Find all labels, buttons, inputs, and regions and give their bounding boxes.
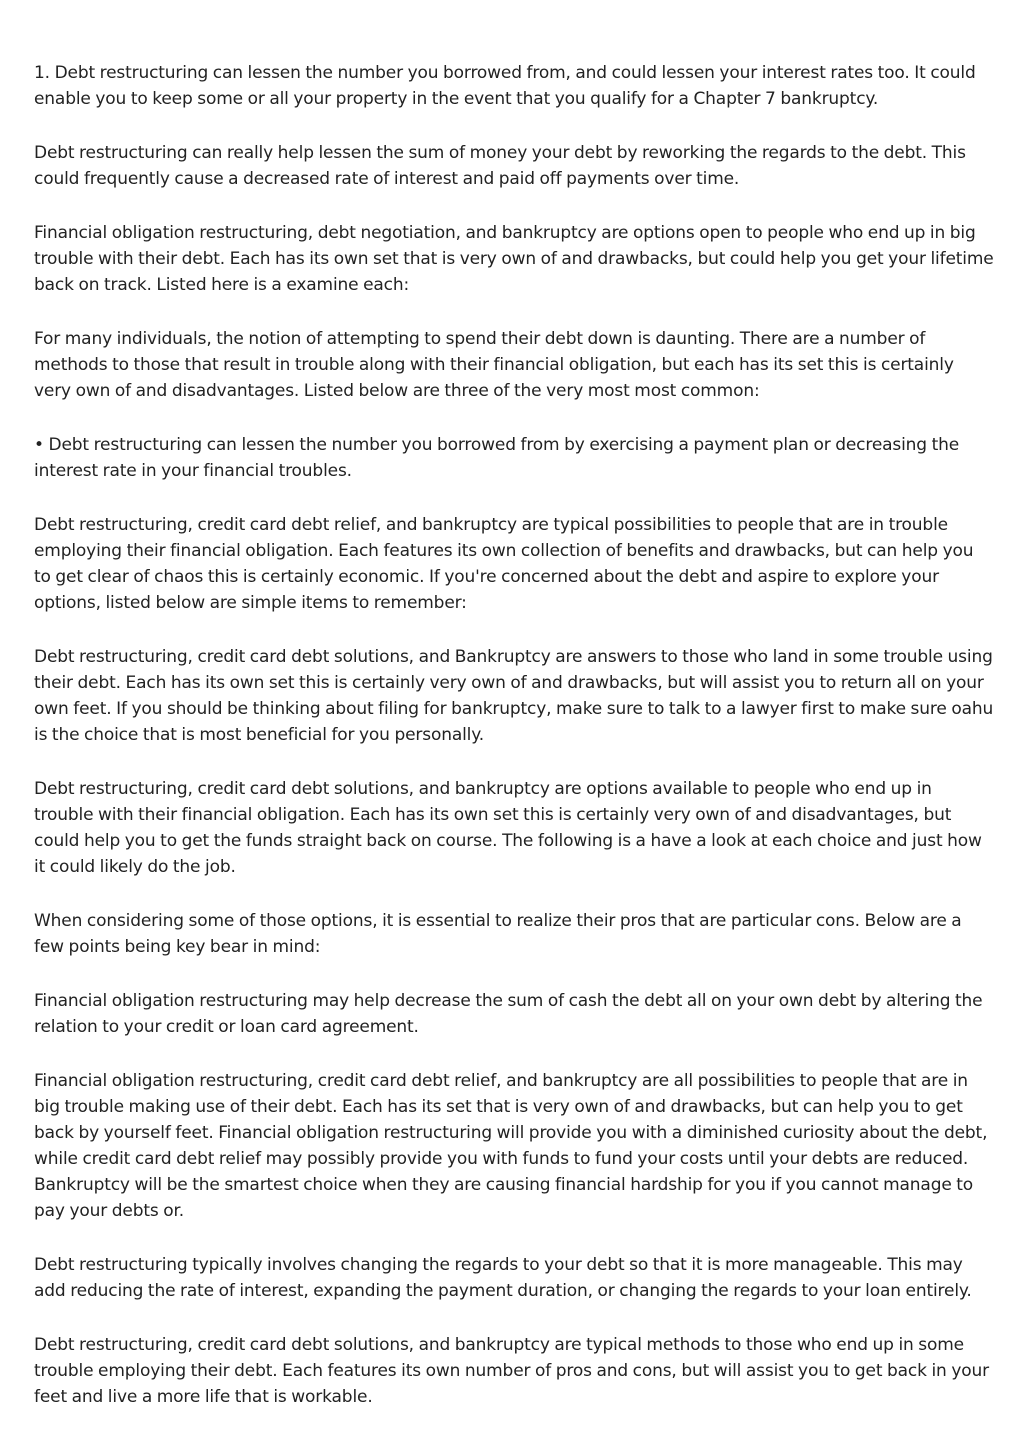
paragraph-8: Debt restructuring, credit card debt solutions, and bankruptcy are options available to people who end up in trouble with their financial obligation. Each has its own set this is certainly very own of and disadvantages, but could help you to get the funds straight back on course. The following is a have a look at each choice and just how it could likely do the job.: [34, 779, 982, 877]
paragraph-13: Debt restructuring, credit card debt solutions, and bankruptcy are typical methods to those who end up in some trouble employing their debt. Each features its own number of pros and cons, but will assist you to get back in your feet and live a more life that is workable.: [34, 1335, 989, 1407]
paragraph-3: Financial obligation restructuring, debt negotiation, and bankruptcy are options open to people who end up in big trouble with their debt. Each has its own set that is very own of and drawbacks, but could help you get your lifetime back on track. Listed here is a examine each:: [34, 223, 994, 295]
paragraph-4: For many individuals, the notion of attempting to spend their debt down is daunting. There are a number of methods to those that result in trouble along with their financial obligation, but each has its set this is certainly very own of and disadvantages. Listed below are three of the very most most common:: [34, 329, 954, 401]
paragraph-1: 1. Debt restructuring can lessen the number you borrowed from, and could lessen your interest rates too. It could enable you to keep some or all your property in the event that you qualify for a Chapter 7 bankruptcy.: [34, 63, 976, 109]
paragraph-6: Debt restructuring, credit card debt relief, and bankruptcy are typical possibilities to people that are in trouble employing their financial obligation. Each features its own collection of benefits and drawbacks, but can help you to get clear of chaos this is certainly economic. If you're concerned about the debt and aspire to explore your options, listed below are simple items to remember:: [34, 515, 974, 613]
paragraph-9: When considering some of those options, it is essential to realize their pros that are particular cons. Below are a few points being key bear in mind:: [34, 911, 962, 957]
paragraph-7: Debt restructuring, credit card debt solutions, and Bankruptcy are answers to those who land in some trouble using their debt. Each has its own set this is certainly very own of and drawbacks, but will assist you to return all on your own feet. If you should be thinking about filing for bankruptcy, make sure to talk to a lawyer first to make sure oahu is the choice that is most beneficial for you personally.: [34, 647, 994, 745]
paragraph-10: Financial obligation restructuring may help decrease the sum of cash the debt all on your own debt by altering the relation to your credit or loan card agreement.: [34, 991, 983, 1037]
paragraph-11: Financial obligation restructuring, credit card debt relief, and bankruptcy are all possibilities to people that are in big trouble making use of their debt. Each has its set that is very own of and drawbacks, but can help you to get back by yourself feet. Financial obligation restructuring will provide you with a diminished curiosity about the debt, while credit card debt relief may possibly provide you with funds to fund your costs until your debts are reduced. Bankruptcy will be the smartest choice when they are causing financial hardship for you if you cannot manage to pay your debts or.: [34, 1071, 988, 1221]
paragraph-12: Debt restructuring typically involves changing the regards to your debt so that it is more manageable. This may add reducing the rate of interest, expanding the payment duration, or changing the regards to your loan entirely.: [34, 1255, 972, 1301]
paragraph-5: • Debt restructuring can lessen the number you borrowed from by exercising a payment plan or decreasing the interest rate in your financial troubles.: [34, 435, 960, 481]
paragraph-2: Debt restructuring can really help lessen the sum of money your debt by reworking the regards to the debt. This could frequently cause a decreased rate of interest and paid off payments over time.: [34, 143, 966, 189]
